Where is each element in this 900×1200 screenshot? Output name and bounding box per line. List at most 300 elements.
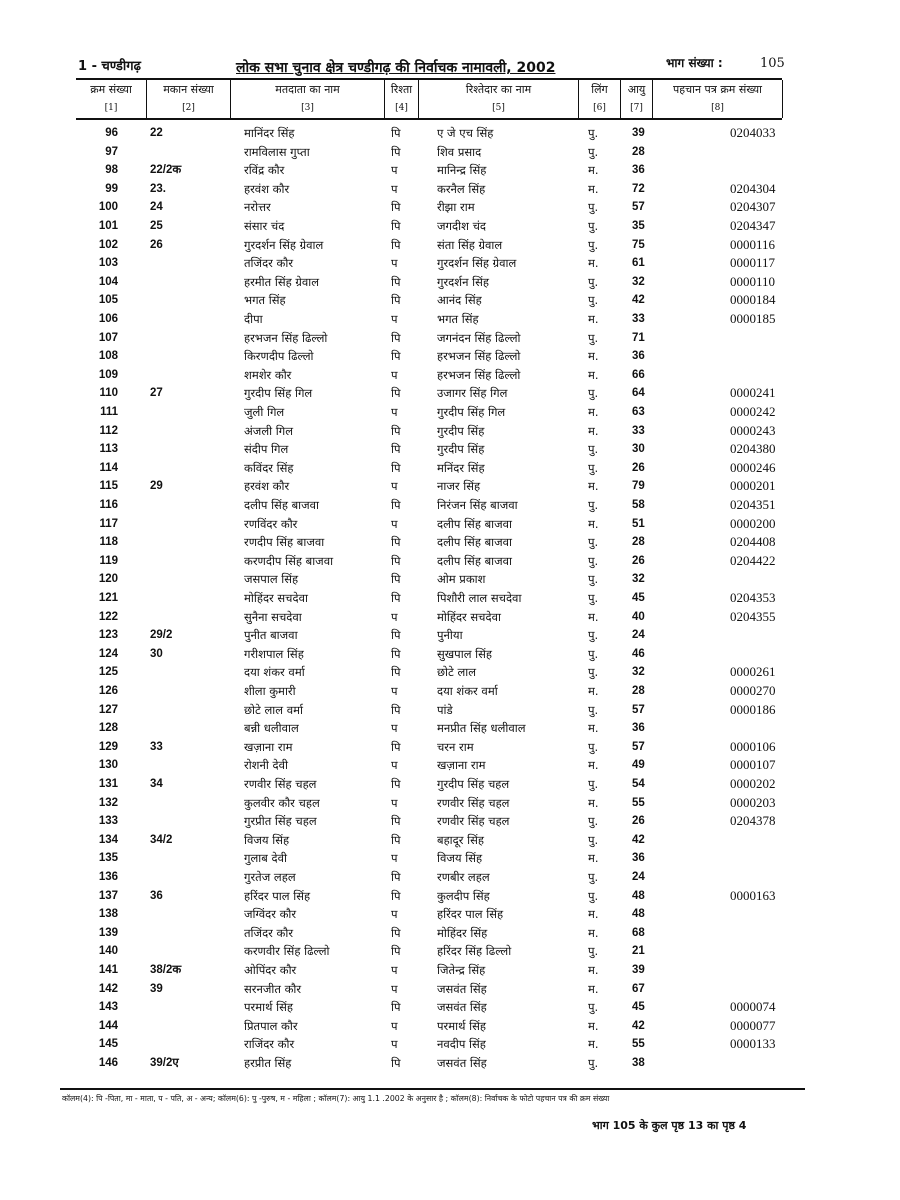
voter-name: करणदीप सिंह बाजवा — [244, 553, 334, 568]
id-card-number: 0000185 — [730, 311, 776, 326]
relative-name: गुरदर्शन सिंह ग्रेवाल — [437, 256, 517, 271]
serial-number: 102 — [98, 238, 118, 251]
age: 48 — [632, 908, 645, 921]
relation: पि — [391, 665, 401, 680]
age: 21 — [632, 945, 645, 958]
serial-number: 131 — [98, 778, 118, 790]
voter-name: करणवीर सिंह ढिल्लो — [244, 944, 330, 959]
id-card-number: 0000202 — [730, 776, 776, 791]
column-header-house — [146, 80, 230, 118]
voter-name: बन्नी धलीवाल — [244, 721, 299, 736]
house-number: 29/2 — [150, 629, 173, 642]
age: 68 — [632, 926, 645, 939]
id-card-number: 0000163 — [730, 887, 776, 903]
serial-number: 126 — [98, 685, 118, 697]
relative-name: जगनंदन सिंह ढिल्लो — [437, 330, 521, 345]
voter-name: रणविंदर कौर — [244, 516, 298, 531]
sex: म. — [588, 981, 599, 996]
voter-name: भगत सिंह — [244, 293, 286, 308]
age: 28 — [632, 145, 645, 158]
serial-number: 116 — [99, 499, 118, 511]
age: 26 — [632, 554, 645, 567]
voter-name: शमशेर कौर — [244, 367, 292, 382]
relative-name: रीझा राम — [437, 200, 475, 215]
relative-name: रणवीर सिंह चहल — [437, 814, 510, 829]
relative-name: मोहिंदर सचदेवा — [437, 609, 501, 624]
voter-name: जग्विंदर कौर — [244, 907, 297, 922]
relation: प — [391, 479, 398, 494]
relation: प — [391, 181, 398, 196]
sex: म. — [588, 256, 599, 271]
serial-number: 141 — [98, 964, 118, 976]
age: 24 — [632, 871, 645, 883]
house-number: 39 — [150, 982, 163, 995]
sex: पु. — [588, 739, 599, 754]
voter-name: गरीशपाल सिंह — [244, 646, 304, 661]
relation: प — [391, 795, 398, 810]
table-row — [0, 440, 900, 459]
table-row — [0, 663, 900, 682]
relation: पि — [391, 349, 401, 364]
table-row — [0, 924, 900, 943]
table-row — [0, 812, 900, 831]
relative-name: नवदीप सिंह — [437, 1037, 486, 1052]
voter-name: गुलाब देवी — [244, 851, 287, 866]
part-number: 105 — [760, 56, 785, 71]
id-card-number: 0204408 — [730, 534, 776, 550]
relation: प — [391, 256, 398, 271]
sex: पु. — [588, 888, 599, 903]
sex: पु. — [588, 628, 599, 643]
relative-name: विजय सिंह — [437, 851, 483, 866]
relation: पि — [391, 237, 401, 252]
age: 57 — [632, 201, 645, 214]
table-row — [0, 310, 900, 329]
column-header-sex — [578, 80, 620, 118]
relative-name: कुलदीप सिंह — [437, 888, 490, 903]
voter-name: कविंदर सिंह — [244, 460, 294, 475]
id-card-number: 0000203 — [730, 794, 776, 810]
relation: पि — [391, 944, 401, 959]
relation: पि — [391, 628, 401, 643]
sex: म. — [588, 349, 599, 364]
voter-name: गुरदीप सिंह गिल — [244, 386, 313, 401]
id-card-number: 0000200 — [730, 515, 776, 531]
sex: म. — [588, 795, 599, 810]
house-number: 27 — [150, 387, 163, 400]
sex: पु. — [588, 777, 599, 791]
age: 36 — [632, 852, 645, 865]
table-row — [0, 254, 900, 273]
id-card-number: 0000270 — [730, 683, 776, 698]
voter-name: किरणदीप ढिल्लो — [244, 349, 314, 364]
relative-name: ए जे एच सिंह — [437, 126, 494, 140]
table-row — [0, 942, 900, 961]
serial-number: 121 — [98, 592, 118, 604]
relation: पि — [391, 777, 401, 791]
voter-name: सरनजीत कौर — [244, 981, 302, 996]
table-row — [0, 515, 900, 534]
sex: पु. — [588, 237, 599, 252]
table-row — [0, 1035, 900, 1054]
sex: म. — [588, 163, 599, 178]
house-number: 29 — [150, 480, 163, 493]
relative-name: सुखपाल सिंह — [437, 646, 493, 661]
sex: पु. — [588, 498, 599, 512]
sex: पु. — [588, 832, 599, 847]
serial-number: 137 — [98, 889, 118, 902]
table-row — [0, 794, 900, 813]
voter-name: रामविलास गुप्ता — [244, 144, 310, 159]
id-card-number: 0000186 — [730, 701, 776, 717]
serial-number: 145 — [98, 1038, 118, 1051]
document-title: लोक सभा चुनाव क्षेत्र चण्डीगढ़ की निर्वाचक नामावली, 2002 — [236, 60, 556, 76]
relative-name: भगत सिंह — [437, 312, 479, 326]
id-card-number: 0204380 — [730, 441, 776, 457]
relation: पि — [391, 219, 401, 233]
id-card-number: 0000243 — [730, 422, 776, 438]
age: 40 — [632, 610, 645, 623]
serial-number: 99 — [105, 182, 118, 195]
sex: पु. — [588, 442, 599, 457]
sex: पु. — [588, 219, 599, 233]
serial-number: 139 — [98, 926, 118, 939]
voter-name: रणवीर सिंह चहल — [244, 777, 317, 791]
column-label: मकान संख्या — [163, 83, 214, 96]
serial-number: 129 — [98, 740, 118, 753]
id-card-number: 0204304 — [730, 180, 776, 196]
relation: प — [391, 163, 398, 178]
voter-name: सुनैना सचदेवा — [244, 609, 302, 624]
relative-name: गुरदर्शन सिंह — [437, 274, 490, 289]
sex: पु. — [588, 330, 599, 345]
relation: पि — [391, 1056, 401, 1070]
voter-name: रविंद्र कौर — [244, 163, 285, 178]
id-card-number: 0204422 — [730, 552, 776, 568]
relative-name: चरन राम — [437, 739, 474, 754]
voter-name: शीला कुमारी — [244, 684, 296, 698]
column-label: क्रम संख्या — [90, 83, 132, 96]
column-header-relative-name — [418, 80, 578, 118]
voter-name: गुरदर्शन सिंह ग्रेवाल — [244, 237, 324, 252]
table-row — [0, 775, 900, 794]
id-card-number: 0000261 — [730, 664, 776, 680]
relation: प — [391, 721, 398, 736]
age: 26 — [632, 815, 645, 828]
relative-name: उजागर सिंह गिल — [437, 386, 508, 401]
serial-number: 104 — [98, 275, 118, 288]
id-card-number: 0000116 — [730, 236, 776, 252]
table-row — [0, 887, 900, 906]
house-number: 24 — [150, 201, 163, 214]
relation: प — [391, 684, 398, 698]
column-header-relation — [384, 80, 418, 118]
sex: म. — [588, 609, 599, 624]
relation: प — [391, 963, 398, 977]
table-row — [0, 198, 900, 217]
table-row — [0, 645, 900, 664]
house-number: 22 — [150, 127, 163, 139]
age: 45 — [632, 592, 645, 604]
serial-number: 130 — [98, 759, 118, 772]
relative-name: रणबीर लहल — [437, 870, 490, 884]
voter-name: विजय सिंह — [244, 832, 290, 847]
age: 71 — [632, 331, 645, 344]
sex: म. — [588, 758, 599, 773]
relative-name: हरिंदर सिंह ढिल्लो — [437, 944, 512, 959]
column-number: [7] — [630, 103, 643, 113]
sex: पु. — [588, 200, 599, 215]
serial-number: 146 — [98, 1057, 118, 1069]
relative-name: करनैल सिंह — [437, 181, 486, 196]
voter-name: राजिंदर कौर — [244, 1037, 295, 1052]
sex: पु. — [588, 535, 599, 550]
voter-name: गुरतेज लहल — [244, 870, 296, 884]
column-header-age — [620, 80, 652, 118]
column-number: [5] — [492, 103, 505, 113]
relation: पि — [391, 553, 401, 568]
relation: पि — [391, 870, 401, 884]
relation: पि — [391, 274, 401, 289]
relation: प — [391, 609, 398, 624]
relative-name: गुरदीप सिंह गिल — [437, 405, 506, 419]
sex: पु. — [588, 144, 599, 159]
age: 38 — [632, 1057, 645, 1069]
relation: पि — [391, 330, 401, 345]
serial-number: 97 — [105, 145, 118, 158]
table-row — [0, 719, 900, 738]
age: 75 — [632, 238, 645, 251]
voter-name: संसार चंद — [244, 219, 285, 233]
table-row — [0, 273, 900, 292]
id-card-number: 0204355 — [730, 608, 776, 624]
relative-name: बहादूर सिंह — [437, 832, 484, 847]
serial-number: 125 — [98, 666, 118, 679]
house-number: 33 — [150, 740, 163, 753]
id-card-number: 0000242 — [730, 404, 776, 419]
voter-name: जसपाल सिंह — [244, 572, 299, 587]
table-row — [0, 1017, 900, 1036]
age: 67 — [632, 982, 645, 995]
table-row — [0, 626, 900, 645]
relative-name: जसवंत सिंह — [437, 1000, 487, 1015]
column-header-serial — [76, 80, 146, 118]
age: 57 — [632, 703, 645, 716]
column-number: [8] — [711, 103, 724, 113]
voter-name: खज़ाना राम — [244, 739, 293, 754]
column-label: मतदाता का नाम — [275, 83, 340, 96]
age: 57 — [632, 740, 645, 753]
relative-name: छोटे लाल — [437, 665, 477, 680]
serial-number: 128 — [98, 722, 118, 735]
voter-name: दलीप सिंह बाजवा — [244, 498, 320, 512]
relative-name: दया शंकर वर्मा — [437, 684, 498, 698]
table-row — [0, 849, 900, 868]
serial-number: 135 — [98, 852, 118, 865]
relation: प — [391, 516, 398, 531]
table-row — [0, 738, 900, 757]
column-header-voter-name — [230, 80, 384, 118]
table-row — [0, 366, 900, 385]
column-label: रिश्तेदार का नाम — [465, 83, 532, 96]
age: 36 — [632, 722, 645, 735]
relation: पि — [391, 386, 401, 401]
sex: म. — [588, 963, 599, 977]
sex: म. — [588, 1018, 599, 1033]
age: 33 — [632, 424, 645, 437]
age: 32 — [632, 573, 645, 586]
sex: पु. — [588, 553, 599, 568]
voter-name: तजिंदर कौर — [244, 925, 294, 940]
sex: म. — [588, 907, 599, 922]
serial-number: 115 — [99, 480, 118, 493]
age: 28 — [632, 685, 645, 697]
id-card-number: 0000110 — [730, 273, 776, 289]
table-row — [0, 905, 900, 924]
relative-name: शिव प्रसाद — [437, 144, 482, 159]
relative-name: हरभजन सिंह ढिल्लो — [437, 349, 521, 364]
age: 35 — [632, 220, 645, 232]
relation: प — [391, 981, 398, 996]
relation: पि — [391, 646, 401, 661]
sex: म. — [588, 684, 599, 698]
sex: पु. — [588, 293, 599, 308]
relative-name: ओम प्रकाश — [437, 572, 486, 587]
table-row — [0, 756, 900, 775]
table-row — [0, 533, 900, 552]
column-label: पहचान पत्र क्रम संख्या — [673, 83, 762, 96]
relative-name: आनंद सिंह — [437, 293, 482, 308]
relative-name: हरभजन सिंह ढिल्लो — [437, 367, 521, 382]
sex: पु. — [588, 870, 599, 884]
sex: म. — [588, 925, 599, 940]
age: 64 — [632, 387, 645, 400]
relative-name: हरिंदर पाल सिंह — [437, 907, 504, 922]
age: 58 — [632, 499, 645, 511]
sex: पु. — [588, 944, 599, 959]
relative-name: खज़ाना राम — [437, 758, 486, 773]
sex: पु. — [588, 572, 599, 587]
age: 55 — [632, 1038, 645, 1051]
serial-number: 108 — [98, 350, 118, 363]
relative-name: मनिंदर सिंह — [437, 460, 485, 475]
voter-name: हरवंश कौर — [244, 479, 290, 494]
id-card-number: 0204347 — [730, 218, 776, 233]
relative-name: परमार्थ सिंह — [437, 1018, 486, 1033]
table-row — [0, 496, 900, 515]
age: 42 — [632, 833, 645, 846]
column-number: [4] — [395, 103, 408, 113]
relation: पि — [391, 832, 401, 847]
relation: पि — [391, 814, 401, 829]
sex: पु. — [588, 1000, 599, 1015]
page-info: भाग 105 के कुल पृष्ठ 13 का पृष्ठ 4 — [592, 1119, 747, 1132]
table-row — [0, 143, 900, 162]
voter-name: संदीप गिल — [244, 442, 289, 457]
house-number: 25 — [150, 220, 163, 232]
table-border — [782, 80, 783, 118]
voter-name: छोटे लाल वर्मा — [244, 702, 303, 717]
table-row — [0, 570, 900, 589]
age: 42 — [632, 1019, 645, 1032]
relation: पि — [391, 442, 401, 457]
age: 28 — [632, 536, 645, 549]
relative-name: नाजर सिंह — [437, 479, 481, 494]
sex: पु. — [588, 814, 599, 829]
house-number: 34/2 — [150, 833, 173, 846]
id-card-number: 0000246 — [730, 459, 776, 475]
relation: पि — [391, 293, 401, 308]
id-card-number: 0000106 — [730, 738, 776, 754]
voter-name: ओपिंदर कौर — [244, 963, 297, 977]
table-row — [0, 961, 900, 980]
age: 49 — [632, 759, 645, 772]
table-row — [0, 831, 900, 850]
serial-number: 103 — [98, 257, 118, 270]
column-label: लिंग — [591, 83, 608, 96]
age: 72 — [632, 182, 645, 195]
sex: म. — [588, 479, 599, 494]
serial-number: 142 — [98, 982, 118, 995]
id-card-number: 0204353 — [730, 590, 776, 605]
relation: प — [391, 758, 398, 773]
voter-name: प्रितपाल कौर — [244, 1018, 298, 1033]
sex: म. — [588, 181, 599, 196]
relative-name: पांडे — [437, 702, 453, 717]
sex: पु. — [588, 591, 599, 605]
id-card-number: 0204378 — [730, 813, 776, 829]
voter-name: परमार्थ सिंह — [244, 1000, 293, 1015]
relative-name: जसवंत सिंह — [437, 1056, 487, 1070]
table-header — [76, 78, 782, 120]
voter-name: कुलवीर कौर चहल — [244, 795, 320, 810]
relative-name: दलीप सिंह बाजवा — [437, 516, 513, 531]
table-row — [0, 1054, 900, 1073]
voter-name: मोहिंदर सचदेवा — [244, 591, 308, 605]
column-number: [6] — [593, 103, 606, 113]
house-number: 36 — [150, 889, 163, 902]
relation: पि — [391, 498, 401, 512]
serial-number: 98 — [105, 164, 118, 177]
age: 24 — [632, 629, 645, 642]
relation: पि — [391, 460, 401, 475]
serial-number: 122 — [98, 610, 118, 623]
age: 26 — [632, 461, 645, 474]
relation: पि — [391, 888, 401, 903]
sex: पु. — [588, 665, 599, 680]
serial-number: 119 — [99, 554, 118, 567]
serial-number: 127 — [98, 703, 118, 716]
age: 45 — [632, 1001, 645, 1014]
house-number: 23. — [150, 182, 166, 195]
serial-number: 136 — [98, 871, 118, 883]
serial-number: 120 — [98, 573, 118, 586]
relative-name: जगदीश चंद — [437, 219, 486, 233]
relation: पि — [391, 591, 401, 605]
relation: पि — [391, 739, 401, 754]
relative-name: मोहिंदर सिंह — [437, 925, 488, 940]
voter-name: रणदीप सिंह बाजवा — [244, 535, 325, 550]
relation: पि — [391, 423, 401, 438]
table-row — [0, 291, 900, 310]
serial-number: 96 — [105, 127, 118, 139]
voter-name: हरमीत सिंह ग्रेवाल — [244, 274, 320, 289]
voter-name: गुरप्रीत सिंह चहल — [244, 814, 317, 829]
serial-number: 117 — [99, 517, 118, 530]
id-card-number: 0000133 — [730, 1036, 776, 1052]
relation: प — [391, 367, 398, 382]
relation: प — [391, 312, 398, 326]
